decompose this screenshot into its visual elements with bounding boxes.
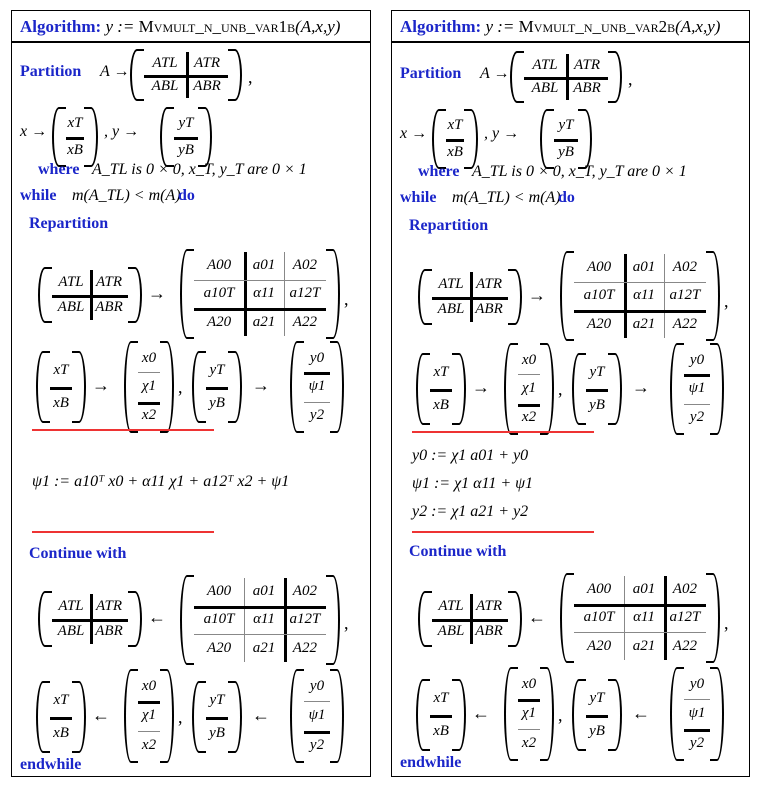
- cell-atl: ATL: [58, 274, 84, 290]
- cell-yb: yB: [558, 144, 574, 160]
- algorithm-header: [12, 11, 370, 43]
- partition-lhs: A →: [100, 63, 130, 80]
- cell-abl: ABL: [437, 623, 465, 639]
- cell-a21: a21: [252, 639, 276, 656]
- assign-text: y :=: [485, 17, 515, 36]
- cell-yb: yB: [209, 395, 225, 411]
- vector-y-2: [572, 679, 622, 751]
- vector-y-2: [572, 353, 622, 425]
- algorithm-label: Algorithm:: [20, 17, 102, 36]
- vector-x-2: [36, 351, 86, 423]
- vector-x-partition: [432, 109, 478, 169]
- cell-yb: yB: [589, 723, 605, 739]
- matrix-3x3-continue: [560, 573, 720, 663]
- cell-abr: ABR: [193, 78, 221, 94]
- cell-chi1: χ1: [141, 378, 157, 395]
- cell-x2: x2: [141, 736, 157, 753]
- assign-text: y :=: [105, 17, 135, 36]
- while-condition: m(A_TL) < m(A): [72, 187, 181, 204]
- to-arrow: →: [472, 377, 490, 397]
- while-condition: m(A_TL) < m(A): [452, 189, 561, 206]
- cell-a01: a01: [252, 257, 276, 274]
- cell-y0: y0: [309, 349, 325, 366]
- endwhile-keyword: endwhile: [400, 754, 462, 771]
- cell-xt: xT: [433, 364, 449, 380]
- cell-x0: x0: [141, 349, 157, 366]
- cell-a00: A00: [586, 259, 612, 276]
- cell-abl: ABL: [437, 301, 465, 317]
- vector-y-3: [290, 341, 344, 433]
- partition-keyword: Partition: [400, 65, 462, 82]
- cell-xt: xT: [447, 117, 463, 133]
- comma: ,: [558, 705, 563, 725]
- cell-abl: ABL: [57, 623, 85, 639]
- cell-a21: a21: [632, 315, 656, 332]
- to-arrow: →: [528, 285, 546, 305]
- cell-abr: ABR: [573, 80, 601, 96]
- matrix-3x3-repartition: [560, 251, 720, 341]
- cell-y0: y0: [689, 351, 705, 368]
- cell-a12t: a12T: [289, 611, 321, 628]
- comma: ,: [178, 377, 183, 397]
- cell-a10t: a10T: [583, 287, 615, 304]
- cell-xb: xB: [67, 142, 83, 158]
- separator-top: [412, 431, 594, 433]
- matrix-3x3-repartition: [180, 249, 340, 339]
- where-keyword: where: [418, 163, 460, 180]
- matrix-2x2-repartition: [418, 269, 522, 325]
- cell-atr: ATR: [475, 276, 503, 292]
- to-arrow: →: [92, 375, 110, 395]
- cell-yt: yT: [178, 115, 194, 131]
- algorithm-label: Algorithm:: [400, 17, 482, 36]
- vector-x-2: [416, 353, 466, 425]
- vector-x-partition: [52, 107, 98, 167]
- vector-x-3: [124, 341, 174, 433]
- separator-bottom: [32, 531, 214, 533]
- cell-a12t: a12T: [669, 287, 701, 304]
- endwhile-keyword: endwhile: [20, 756, 82, 773]
- vector-x-2: [416, 679, 466, 751]
- cell-x2: x2: [521, 409, 537, 426]
- vector-x-3: [504, 667, 554, 761]
- while-keyword: while: [400, 189, 437, 206]
- cell-alpha11: α11: [633, 287, 655, 304]
- where-text: A_TL is 0 × 0, x_T, y_T are 0 × 1: [92, 161, 307, 178]
- cell-atl: ATL: [438, 598, 464, 614]
- cell-a22: A22: [672, 315, 697, 332]
- cell-atr: ATR: [573, 57, 601, 73]
- cell-x0: x0: [521, 351, 537, 368]
- cell-xb: xB: [433, 397, 449, 413]
- cell-abr: ABR: [95, 299, 123, 315]
- cell-chi1: χ1: [521, 705, 537, 722]
- while-keyword: while: [20, 187, 57, 204]
- continue-keyword: Continue with: [29, 545, 127, 562]
- to-arrow: →: [252, 375, 270, 395]
- comma: ,: [724, 613, 729, 633]
- cell-atl: ATL: [58, 598, 84, 614]
- cell-a02: A02: [292, 583, 317, 600]
- matrix-2x2-partition: [130, 49, 242, 101]
- update-line-1: y0 := χ1 a01 + y0: [412, 447, 529, 464]
- cell-xb: xB: [447, 144, 463, 160]
- cell-a21: a21: [252, 313, 276, 330]
- cell-yt: yT: [589, 364, 605, 380]
- repartition-keyword: Repartition: [29, 215, 109, 232]
- vector-y-3: [670, 667, 724, 761]
- separator-bottom: [412, 531, 594, 533]
- vector-y-2: [192, 681, 242, 753]
- cell-atl: ATL: [438, 276, 464, 292]
- cell-abr: ABR: [475, 623, 503, 639]
- cell-chi1: χ1: [521, 380, 537, 397]
- cell-abr: ABR: [95, 623, 123, 639]
- vector-x-3: [124, 669, 174, 763]
- from-arrow: ←: [252, 705, 270, 725]
- separator-top: [32, 429, 214, 431]
- cell-a00: A00: [206, 583, 232, 600]
- cell-a20: A20: [586, 315, 612, 332]
- cell-alpha11: α11: [253, 611, 275, 628]
- algorithm-header: [392, 11, 749, 43]
- cell-a20: A20: [206, 639, 232, 656]
- continue-keyword: Continue with: [409, 543, 507, 560]
- cell-yb: yB: [589, 397, 605, 413]
- cell-psi1: ψ1: [308, 707, 326, 724]
- cell-y2: y2: [689, 409, 705, 426]
- algorithm-args: (A,x,y): [675, 17, 721, 36]
- y-arrow-text: , y →: [484, 125, 520, 142]
- cell-psi1: ψ1: [308, 378, 326, 395]
- repartition-keyword: Repartition: [409, 217, 489, 234]
- do-keyword: do: [178, 187, 195, 204]
- cell-abl: ABL: [531, 80, 559, 96]
- cell-y2: y2: [689, 734, 705, 751]
- comma: ,: [558, 379, 563, 399]
- cell-xt: xT: [53, 692, 69, 708]
- cell-a02: A02: [292, 257, 317, 274]
- from-arrow: ←: [472, 703, 490, 723]
- cell-y0: y0: [689, 676, 705, 693]
- matrix-2x2-repartition: [38, 267, 142, 323]
- cell-psi1: ψ1: [688, 380, 706, 397]
- from-arrow: ←: [528, 607, 546, 627]
- cell-atl: ATL: [532, 57, 558, 73]
- cell-x2: x2: [521, 734, 537, 751]
- comma: ,: [724, 291, 729, 311]
- cell-a01: a01: [632, 259, 656, 276]
- cell-a10t: a10T: [203, 285, 235, 302]
- algorithm-panel-var1b: [11, 10, 371, 777]
- algorithm-name: Mvmult_n_unb_var1b: [138, 17, 296, 36]
- cell-abl: ABL: [57, 299, 85, 315]
- vector-y-3: [290, 669, 344, 763]
- comma: ,: [178, 707, 183, 727]
- vector-y-partition: [160, 107, 212, 167]
- cell-x0: x0: [521, 676, 537, 693]
- cell-a02: A02: [672, 581, 697, 598]
- comma: ,: [628, 69, 633, 89]
- cell-alpha11: α11: [633, 609, 655, 626]
- cell-a20: A20: [206, 313, 232, 330]
- cell-a21: a21: [632, 637, 656, 654]
- cell-yb: yB: [209, 725, 225, 741]
- algorithm-name: Mvmult_n_unb_var2b: [518, 17, 676, 36]
- cell-a22: A22: [292, 639, 317, 656]
- cell-xt: xT: [433, 690, 449, 706]
- comma: ,: [344, 289, 349, 309]
- vector-x-2: [36, 681, 86, 753]
- cell-a12t: a12T: [669, 609, 701, 626]
- cell-y2: y2: [309, 736, 325, 753]
- matrix-2x2-continue: [38, 591, 142, 647]
- cell-xb: xB: [53, 725, 69, 741]
- cell-atr: ATR: [193, 55, 221, 71]
- cell-a10t: a10T: [583, 609, 615, 626]
- from-arrow: ←: [92, 705, 110, 725]
- cell-xt: xT: [53, 362, 69, 378]
- cell-a00: A00: [206, 257, 232, 274]
- cell-psi1: ψ1: [688, 705, 706, 722]
- cell-atr: ATR: [475, 598, 503, 614]
- update-line-2: ψ1 := χ1 α11 + ψ1: [412, 475, 534, 492]
- cell-atl: ATL: [152, 55, 178, 71]
- comma: ,: [248, 67, 253, 87]
- cell-a22: A22: [292, 313, 317, 330]
- cell-yb: yB: [178, 142, 194, 158]
- cell-x0: x0: [141, 678, 157, 695]
- cell-x2: x2: [141, 407, 157, 424]
- cell-a01: a01: [252, 583, 276, 600]
- update-line-3: y2 := χ1 a21 + y2: [412, 503, 529, 520]
- cell-a01: a01: [632, 581, 656, 598]
- x-arrow-text: x →: [20, 123, 48, 140]
- cell-a02: A02: [672, 259, 697, 276]
- cell-a00: A00: [586, 581, 612, 598]
- cell-alpha11: α11: [253, 285, 275, 302]
- where-text: A_TL is 0 × 0, x_T, y_T are 0 × 1: [472, 163, 687, 180]
- cell-yt: yT: [558, 117, 574, 133]
- where-keyword: where: [38, 161, 80, 178]
- update-line-1: ψ1 := a10ᵀ x0 + α11 χ1 + a12ᵀ x2 + ψ1: [32, 473, 290, 490]
- algorithm-args: (A,x,y): [295, 17, 341, 36]
- cell-a10t: a10T: [203, 611, 235, 628]
- cell-xb: xB: [433, 723, 449, 739]
- cell-yt: yT: [209, 692, 225, 708]
- vector-x-3: [504, 343, 554, 435]
- cell-yt: yT: [209, 362, 225, 378]
- cell-yt: yT: [589, 690, 605, 706]
- from-arrow: ←: [148, 607, 166, 627]
- to-arrow: →: [148, 283, 166, 303]
- cell-y2: y2: [309, 407, 325, 424]
- cell-a12t: a12T: [289, 285, 321, 302]
- matrix-2x2-continue: [418, 591, 522, 647]
- x-arrow-text: x →: [400, 125, 428, 142]
- cell-abl: ABL: [151, 78, 179, 94]
- from-arrow: ←: [632, 703, 650, 723]
- partition-keyword: Partition: [20, 63, 82, 80]
- y-arrow-text: , y →: [104, 123, 140, 140]
- cell-chi1: χ1: [141, 707, 157, 724]
- partition-lhs: A →: [480, 65, 510, 82]
- vector-y-2: [192, 351, 242, 423]
- cell-atr: ATR: [95, 274, 123, 290]
- cell-y0: y0: [309, 678, 325, 695]
- matrix-3x3-continue: [180, 575, 340, 665]
- cell-abr: ABR: [475, 301, 503, 317]
- vector-y-partition: [540, 109, 592, 169]
- comma: ,: [344, 613, 349, 633]
- cell-a22: A22: [672, 637, 697, 654]
- cell-a20: A20: [586, 637, 612, 654]
- cell-xb: xB: [53, 395, 69, 411]
- cell-xt: xT: [67, 115, 83, 131]
- vector-y-3: [670, 343, 724, 435]
- cell-atr: ATR: [95, 598, 123, 614]
- do-keyword: do: [558, 189, 575, 206]
- matrix-2x2-partition: [510, 51, 622, 103]
- to-arrow: →: [632, 377, 650, 397]
- algorithm-panel-var2b: [391, 10, 750, 777]
